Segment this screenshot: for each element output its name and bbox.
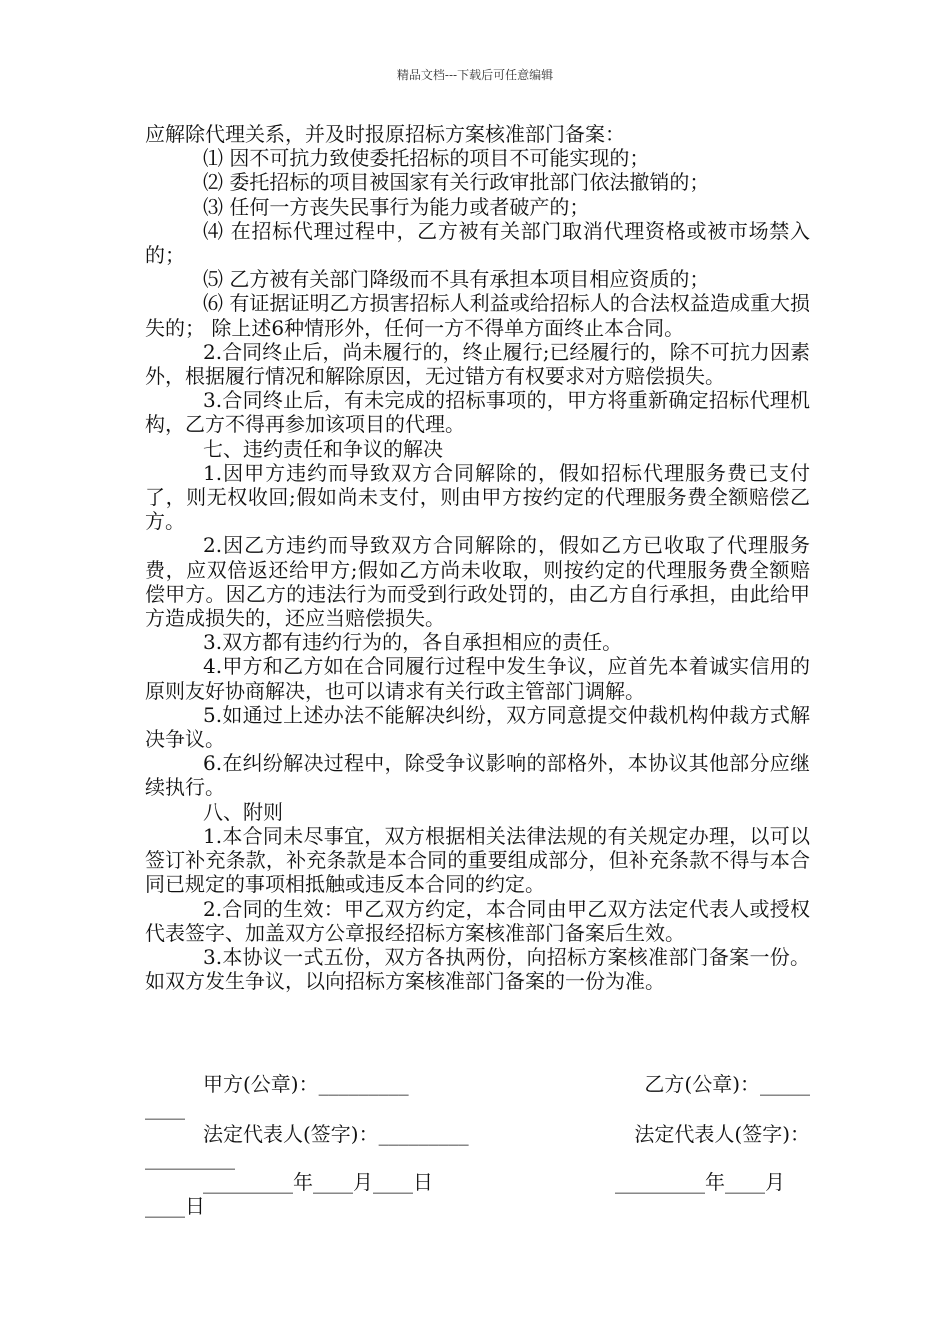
paragraph: 2.合同的生效：甲乙双方约定，本合同由甲乙双方法定代表人或授权代表签字、加盖双方公章报经招标方案核准部门备案后生效。 [145,896,810,945]
paragraph: 3.合同终止后，有未完成的招标事项的，甲方将重新确定招标代理机构，乙方不得再参加该项目的代理。 [145,388,810,437]
party-b-representative-continued: _________ [145,1146,235,1170]
paragraph: ⑹ 有证据证明乙方损害招标人利益或给招标人的合法权益造成重大损失的； 除上述6种情形外，任何一方不得单方面终止本合同。 [145,291,810,340]
party-a-date: _________年____月____日 [203,1170,433,1194]
paragraph: 1.本合同未尽事宜，双方根据相关法律法规的有关规定办理，以可以签订补充条款，补充条款是本合同的重要组成部分，但补充条款不得与本合同已规定的事项相抵触或违反本合同的约定。 [145,823,810,897]
date-line [145,1170,810,1218]
paragraph: 应解除代理关系，并及时报原招标方案核准部门备案： [145,122,625,146]
page-header: 精品文档---下载后可任意编辑 [396,68,554,82]
paragraph: 4.甲方和乙方如在合同履行过程中发生争议，应首先本着诚实信用的原则友好协商解决，也可以请求有关行政主管部门调解。 [145,654,810,703]
party-a-representative: 法定代表人(签字)：_________ [203,1122,469,1146]
paragraph: ⑶ 任何一方丧失民事行为能力或者破产的； [203,194,590,219]
paragraph: ⑷ 在招标代理过程中，乙方被有关部门取消代理资格或被市场禁入的； [145,218,810,268]
party-b-date-continued: ____日 [145,1194,205,1218]
section-heading: 八、附则 [203,799,283,824]
paragraph: ⑴ 因不可抗力致使委托招标的项目不可能实现的； [203,146,650,171]
paragraph: 5.如通过上述办法不能解决纠纷，双方同意提交仲裁机构仲裁方式解决争议。 [145,702,810,752]
party-a-seal: 甲方(公章)：_________ [203,1072,409,1096]
party-b-date: _________年____月 [615,1170,785,1194]
party-b-representative: 法定代表人(签字)： [634,1122,810,1146]
party-b-seal-continued: ____ [145,1096,185,1120]
paragraph: ⑵ 委托招标的项目被国家有关行政审批部门依法撤销的； [203,170,710,195]
document-body [145,122,810,993]
paragraph: 3.双方都有违约行为的，各自承担相应的责任。 [203,630,623,655]
representative-line [145,1122,810,1170]
paragraph: 2.合同终止后，尚未履行的，终止履行;已经履行的，除不可抗力因素外，根据履行情况和解除原因，无过错方有权要求对方赔偿损失。 [145,339,810,389]
paragraph: 1.因甲方违约而导致双方合同解除的，假如招标代理服务费已支付了，则无权收回;假如尚未支付，则由甲方按约定的代理服务费全额赔偿乙方。 [145,460,810,534]
party-b-seal: 乙方(公章)：_____ [644,1072,810,1096]
seal-line [145,1072,810,1120]
section-heading: 七、违约责任和争议的解决 [203,436,443,461]
paragraph: ⑸ 乙方被有关部门降级而不具有承担本项目相应资质的； [203,267,710,292]
paragraph: 3.本协议一式五份，双方各执两份，向招标方案核准部门备案一份。如双方发生争议，以向招标方案核准部门备案的一份为准。 [145,944,810,994]
paragraph: 2.因乙方违约而导致双方合同解除的，假如乙方已收取了代理服务费，应双倍返还给甲方;假如乙方尚未收取，则按约定的代理服务费全额赔偿甲方。因乙方的违法行为而受到行政处罚的，由乙方自行承担，由此给甲方造成损失的，还应当赔偿损失。 [145,533,810,631]
paragraph: 6.在纠纷解决过程中，除受争议影响的部格外，本协议其他部分应继续执行。 [145,751,810,800]
